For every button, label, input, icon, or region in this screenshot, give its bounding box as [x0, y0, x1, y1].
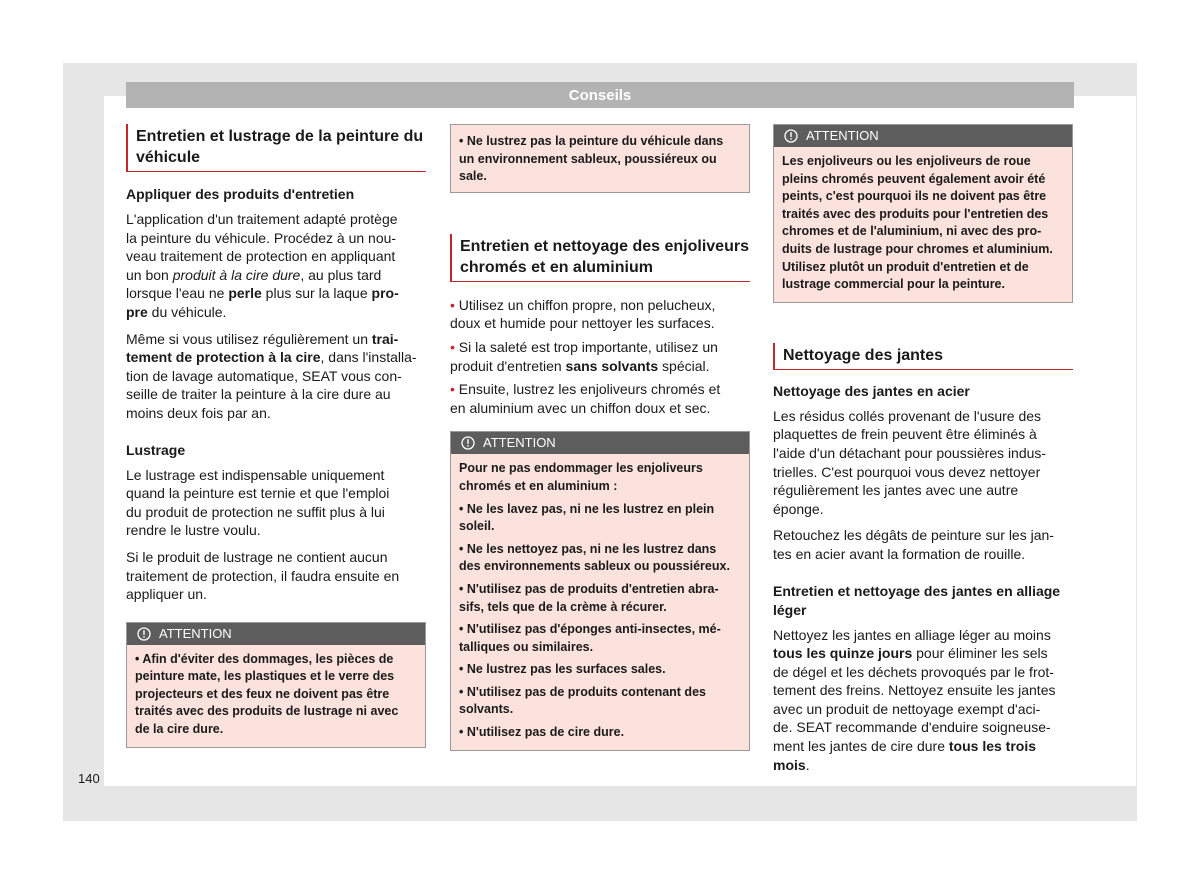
warning-body: [774, 147, 1072, 302]
bullet-icon: •: [450, 381, 455, 398]
heading-chrome-trims: Entretien et nettoyage des enjoliveurs chromés et en aluminium: [450, 234, 750, 282]
warning-header: ATTENTION: [451, 432, 749, 454]
warning-text: Les enjoliveurs ou les enjoliveurs de roue pleins chromés peuvent également avoir été peints, c'est pourquoi ils ne doivent pas être traités avec des produits pour l'entretien des chromes et de l'aluminium, ni avec des pro- duits de lustrage pour chromes et aluminium. Utilisez plutôt un produit d'entretien et de lustrage commercial pour la peinture.: [782, 154, 1053, 292]
warning-item: • N'utilisez pas de produits d'entretien abra- sifs, tels que de la crème à récurer.: [459, 581, 719, 614]
warning-body: [451, 454, 749, 749]
warning-icon: [461, 436, 475, 450]
bullet-icon: •: [450, 338, 455, 355]
warning-body: [127, 645, 425, 747]
paragraph-polish-protection: Si le produit de lustrage ne contient aucun traitement de protection, il faudra ensuite en appliquer un.: [126, 548, 400, 603]
warning-icon: [137, 627, 151, 641]
column-3: [773, 124, 1073, 774]
section-header: Conseils: [126, 82, 1074, 108]
warning-intro: Pour ne pas endommager les enjoliveurs chromés et en aluminium :: [459, 461, 703, 493]
warning-header: ATTENTION: [127, 623, 425, 645]
page-number: 140: [78, 771, 100, 786]
warning-item: • Ne les nettoyez pas, ni ne les lustrez dans des environnements sableux ou poussiéreux.: [459, 541, 730, 574]
heading-wheel-cleaning: Nettoyage des jantes: [773, 343, 1073, 370]
paragraph-polishing: Le lustrage est indispensable uniquement quand la peinture est ternie et que l'emploi du produit de protection ne suffit plus à lui rendre le lustre voulu.: [126, 466, 390, 539]
paragraph-wax-treatment: Même si vous utilisez régulièrement un trai- tement de protection à la cire, dans l'installa- tion de lavage automatique, SEAT vous con- seille de traiter la peinture à la cire dure au moins deux fois par an.: [126, 330, 417, 421]
warning-icon: [784, 129, 798, 143]
warning-continuation-box: [450, 124, 750, 193]
column-1: [126, 124, 426, 748]
warning-header: ATTENTION: [774, 125, 1072, 147]
warning-item: • Ne lustrez pas la peinture du véhicule dans un environnement sableux, poussiéreux ou sale.: [459, 134, 724, 184]
bullet-icon: •: [450, 296, 455, 313]
warning-item: • Afin d'éviter des dommages, les pièces de peinture mate, les plastiques et le verre des projecteurs et des feux ne doivent pas être traités avec des produits de lustrage ni avec de la cire dure.: [135, 651, 399, 737]
list-item: • Si la saleté est trop importante, utilisez un produit d'entretien sans solvants spécial.: [450, 338, 718, 374]
subheading-apply-products: Appliquer des produits d'entretien: [126, 186, 355, 202]
subheading-polishing: Lustrage: [126, 441, 186, 458]
warning-item: • N'utilisez pas de produits contenant des solvants.: [459, 684, 706, 717]
column-2: [450, 124, 750, 751]
warning-box-paint: [126, 622, 426, 748]
list-item: • Ensuite, lustrez les enjoliveurs chromés et en aluminium avec un chiffon doux et sec.: [450, 381, 721, 416]
paragraph-protection: L'application d'un traitement adapté protège la peinture du véhicule. Procédez à un nou- veau traitement de protection en appliquant un bon produit à la cire dure, au plus tard lorsque l'eau ne perle plus sur la laque pro- pre du véhicule.: [126, 211, 399, 320]
warning-item: • N'utilisez pas d'éponges anti-insectes, mé- talliques ou similaires.: [459, 622, 721, 654]
paragraph-touch-up: Retouchez les dégâts de peinture sur les jan- tes en acier avant la formation de rouille.: [773, 527, 1054, 562]
warning-box-chrome: [450, 431, 750, 750]
warning-item: • Ne les lavez pas, ni ne les lustrez en plein soleil.: [459, 501, 715, 534]
heading-paint-care: Entretien et lustrage de la peinture du véhicule: [126, 124, 426, 172]
warning-item: • N'utilisez pas de cire dure.: [459, 725, 625, 740]
subheading-alloy-wheels: Entretien et nettoyage des jantes en alliage léger: [773, 582, 1061, 618]
paragraph-alloy-wheels: Nettoyez les jantes en alliage léger au moins tous les quinze jours pour éliminer les sels de dégel et les déchets provoqués par le frot- tement des freins. Nettoyez ensuite les jantes avec un produit de nettoyage exempt d'aci- de. SEAT recommande d'enduire soigneuse- ment les jantes de cire dure tous les trois mois.: [773, 626, 1056, 773]
paragraph-steel-wheels: Les résidus collés provenant de l'usure des plaquettes de frein peuvent être éliminés à l'aide d'un détachant pour poussières indus- trielles. C'est pourquoi vous devez nettoyer régulièrement les jantes avec une autre éponge.: [773, 407, 1047, 517]
list-item: • Utilisez un chiffon propre, non pelucheux, doux et humide pour nettoyer les surfaces.: [450, 296, 716, 332]
warning-box-wheel-trims: [773, 124, 1073, 303]
subheading-steel-wheels: Nettoyage des jantes en acier: [773, 382, 970, 399]
warning-item: • Ne lustrez pas les surfaces sales.: [459, 662, 666, 677]
